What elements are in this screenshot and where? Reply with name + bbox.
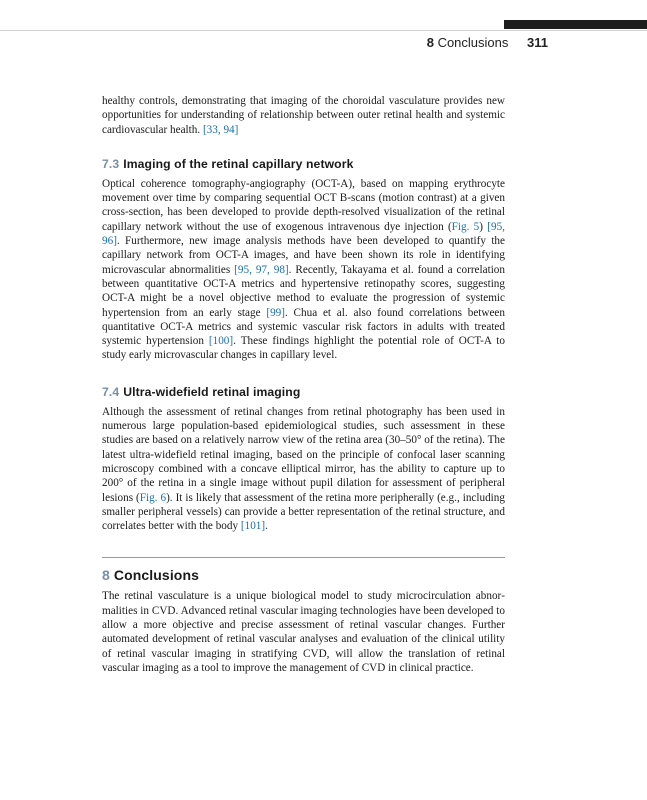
header-rule <box>0 30 647 31</box>
section-8 <box>102 567 505 675</box>
citation-link[interactable]: [100] <box>208 335 234 348</box>
running-head-title: Conclusions <box>437 35 509 50</box>
section-heading-7-3 <box>102 157 505 171</box>
figure-link[interactable]: Fig. 6 <box>139 491 167 504</box>
paragraph-text: The retinal vasculature is a unique biological model to study microcirculation abnormalities in CVD. Advanced retinal vascular imaging technologies have been developed to allow a more objective and precise assessment of retinal vascular changes. Further automated development of retinal vascular analyses and evaluation of the clinical utility of retinal vascular imaging in stratifying CVD, will allow the translation of retinal vascular imaging as a tool to improve the management of CVD in clinical practice. <box>102 590 505 674</box>
citation-link[interactable]: [95, 97, 98] <box>234 263 289 276</box>
citation-link[interactable]: [95, 96] <box>102 220 505 248</box>
paragraph-text: . Furthermore, new image analysis methods have been developed to quantify the capillary network from OCT-A images, and have been shown its role in identifying microvascular abnormalities <box>102 235 505 276</box>
section-title: Imaging of the retinal capillary network <box>123 156 354 171</box>
paragraph-text: . Chua et al. also found correlations between quantitative OCT-A metrics and systemic vascular risk factors in adults with treated systemic hypertension <box>102 306 505 348</box>
intro-paragraph <box>102 94 505 137</box>
page-number: 311 <box>527 35 548 50</box>
running-head-section-number: 8 <box>426 35 434 50</box>
citation-link[interactable]: [99] <box>266 306 285 319</box>
intro-text: healthy controls, demonstrating that imaging of the choroidal vasculature provides new opportunities for understanding of relationship between outer retinal health and systemic cardiovascular health. <box>102 95 505 136</box>
header-bar <box>504 20 647 29</box>
section-number: 8 <box>102 567 110 584</box>
citation-link[interactable]: [101] <box>240 520 266 533</box>
section-7-4-paragraph <box>102 405 505 534</box>
section-number: 7.3 <box>102 156 120 171</box>
section-7-3 <box>102 157 505 363</box>
figure-link[interactable]: Fig. 5 <box>451 220 480 233</box>
section-number: 7.4 <box>102 384 120 399</box>
section-title: Conclusions <box>113 567 199 584</box>
paragraph-text: Although the assessment of retinal changes from retinal photography has been used in numerous large population-based epidemiological studies, such assessment in these studies are based on a relatively narrow view of the retina area (30–50° of the retina). The latest ultra-widefield retinal imaging, based on the principle of confocal laser scanning microscopy combined with a concave elliptical mirror, has the ability to capture up to 200° of the retina in a single image without pupil dilation for assessment of peripheral lesions ( <box>102 405 505 504</box>
paragraph-text: . Recently, Takayama et al. found a correlation between quantitative OCT-A metrics and hypertensive retinopathy scores, suggesting OCT-A might be a novel objective method to evaluate the progression of systemic hypertension from an early stage <box>102 263 505 319</box>
section-divider <box>102 557 505 558</box>
section-8-paragraph <box>102 589 505 675</box>
paragraph-text: ). It is likely that assessment of the retina more peripherally (e.g., including smaller peripheral vessels) can provide a better representation of the retinal structure, and correlates better with the body <box>102 491 505 533</box>
paragraph-text: . <box>265 520 268 533</box>
paragraph-text: ) <box>479 220 488 233</box>
citation-link[interactable]: [33, 94] <box>202 123 239 136</box>
section-7-3-paragraph <box>102 177 505 363</box>
section-heading-7-4 <box>102 385 505 399</box>
paragraph-text: Optical coherence tomography-angiography (OCT-A), based on mapping erythrocyte movement over time by comparing sequential OCT B-scans (motion contrast) at a given cross-section, has been developed to provide depth-resolved visualization of the retinal capillary network without the use of exogenous intravenous dye injection ( <box>102 177 505 233</box>
paragraph-text: . These findings highlight the potential role of OCT-A to study early microvascular changes in capillary level. <box>102 335 505 362</box>
section-7-4 <box>102 385 505 534</box>
running-head <box>427 35 548 50</box>
page-body <box>102 94 505 675</box>
section-title: Ultra-widefield retinal imaging <box>123 384 301 399</box>
section-heading-8 <box>102 567 505 583</box>
